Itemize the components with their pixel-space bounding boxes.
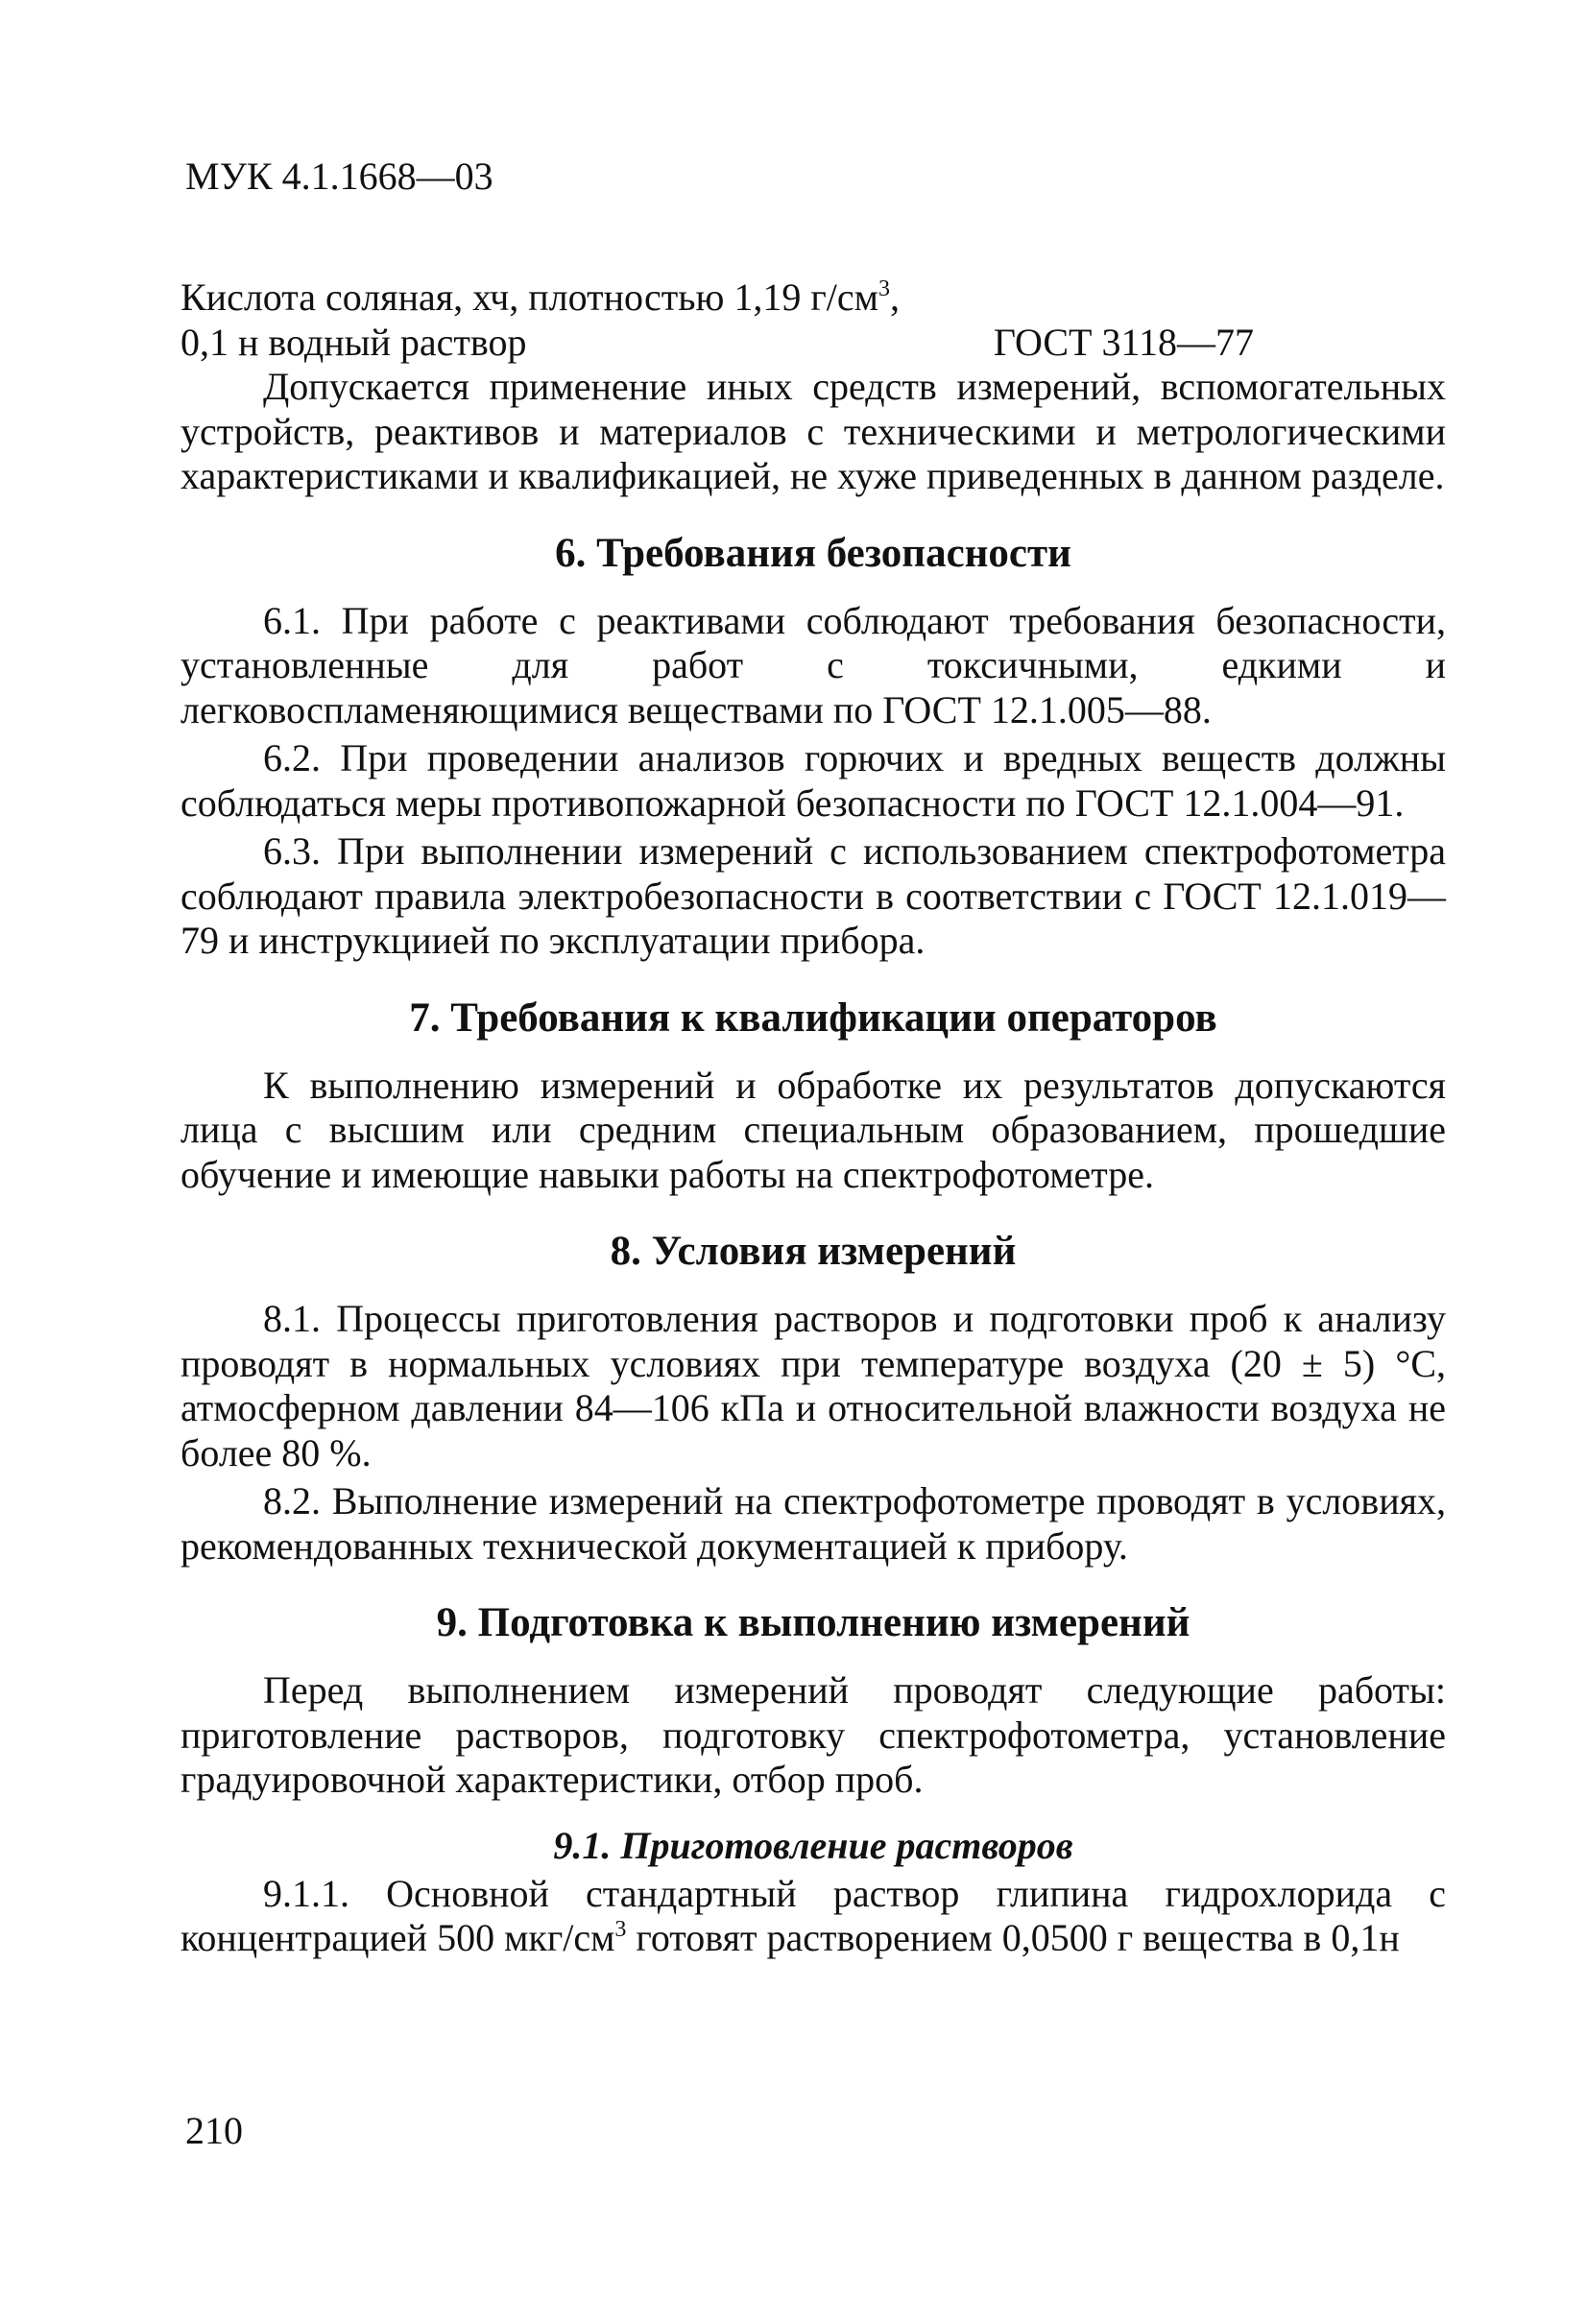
paragraph-allowed-substitutes: Допускается применение иных средств измерений, вспомогательных устройств, реактивов и материалов с техническими и метрологическими характеристиками и квалификацией, не хуже приведенных в данном разделе.: [180, 365, 1446, 497]
document-code-header: МУК 4.1.1668—03: [185, 155, 493, 198]
section-9-paragraph-2-start: 9.1.1. Основной стандартный раствор глипина гидрохлорида с концентрацией 500 мкг/см: [180, 1871, 1446, 1959]
reagent-solution: 0,1 н водный раствор: [180, 320, 527, 364]
section-6-paragraph-2: 6.2. При проведении анализов горючих и вредных веществ должны соблюдаться меры противопожарной безопасности по ГОСТ 12.1.004—91.: [180, 736, 1446, 825]
section-7-paragraph-1: К выполнению измерений и обработке их результатов допускаются лица с высшим или средним специальным образованием, прошедшие обучение и имеющие навыки работы на спектрофотометре.: [180, 1063, 1446, 1196]
reagent-standard: ГОСТ 3118—77: [993, 320, 1254, 364]
reagent-unit-superscript: 3: [878, 276, 890, 301]
reagent-line-2: [180, 321, 1254, 366]
page-content: [180, 276, 1446, 1961]
reagent-line-1-end: ,: [889, 276, 900, 319]
section-7-heading: 7. Требования к квалификации операторов: [409, 994, 1217, 1041]
section-8-heading: 8. Условия измерений: [610, 1229, 1017, 1274]
reagent-line-1: [180, 276, 1446, 321]
section-6-paragraph-1: 6.1. При работе с реактивами соблюдают требования безопасности, установленные для работ с токсичными, едкими и легковоспламеняющимися веществами по ГОСТ 12.1.005—88.: [180, 598, 1446, 731]
section-8-paragraph-2: 8.2. Выполнение измерений на спектрофотометре проводят в условиях, рекомендованных технической документацией к прибору.: [180, 1479, 1446, 1568]
concentration-unit-superscript: 3: [614, 1917, 627, 1942]
section-9-paragraph-2: [180, 1872, 1446, 1961]
page-number: 210: [185, 2109, 243, 2152]
subsection-9-1-heading: 9.1. Приготовление растворов: [553, 1823, 1073, 1867]
section-6-paragraph-3: 6.3. При выполнении измерений с использованием спектрофотометра соблюдают правила электробезопасности в соответствии с ГОСТ 12.1.019—79 и инструкциией по эксплуатации прибора.: [180, 829, 1446, 962]
reagent-name: Кислота соляная, хч, плотностью 1,19 г/см: [180, 276, 878, 319]
section-9-paragraph-1: Перед выполнением измерений проводят следующие работы: приготовление растворов, подготовку спектрофотометра, установление градуировочной характеристики, отбор проб.: [180, 1668, 1446, 1801]
section-9-paragraph-2-end: готовят растворением 0,0500 г вещества в 0,1н: [626, 1916, 1400, 1959]
section-6-heading: 6. Требования безопасности: [555, 530, 1071, 576]
section-9-heading: 9. Подготовка к выполнению измерений: [436, 1600, 1190, 1645]
section-8-paragraph-1: 8.1. Процессы приготовления растворов и подготовки проб к анализу проводят в нормальных условиях при температуре воздуха (20 ± 5) °С, атмосферном давлении 84—106 кПа и относительной влажности воздуха не более 80 %.: [180, 1297, 1446, 1474]
